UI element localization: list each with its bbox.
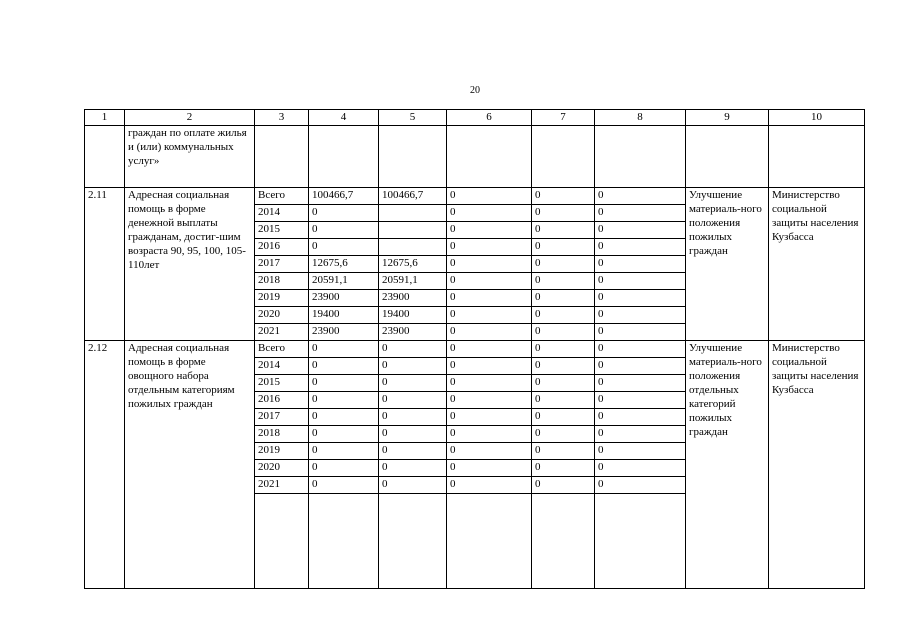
- year-cell: 2021: [255, 477, 309, 494]
- value-cell: 0: [532, 358, 595, 375]
- empty-cell: [447, 494, 532, 589]
- year-cell: 2019: [255, 290, 309, 307]
- value-cell: 0: [532, 341, 595, 358]
- year-cell: Всего: [255, 341, 309, 358]
- year-cell: Всего: [255, 188, 309, 205]
- year-cell: 2015: [255, 375, 309, 392]
- table-cell: [686, 126, 769, 188]
- value-cell: 100466,7: [379, 188, 447, 205]
- value-cell: 0: [595, 273, 686, 290]
- value-cell: 0: [379, 477, 447, 494]
- year-cell: 2016: [255, 392, 309, 409]
- value-cell: 0: [532, 443, 595, 460]
- column-header: 9: [686, 110, 769, 126]
- value-cell: 0: [309, 477, 379, 494]
- value-cell: 0: [379, 426, 447, 443]
- value-cell: 0: [379, 375, 447, 392]
- value-cell: 0: [532, 392, 595, 409]
- value-cell: 12675,6: [309, 256, 379, 273]
- item-number: 2.11: [85, 188, 125, 341]
- table-cell: [595, 126, 686, 188]
- continuation-row: [85, 126, 865, 188]
- year-cell: 2019: [255, 443, 309, 460]
- value-cell: 0: [595, 205, 686, 222]
- value-cell: 0: [447, 307, 532, 324]
- value-cell: 0: [447, 460, 532, 477]
- value-cell: 0: [532, 256, 595, 273]
- value-cell: 23900: [309, 290, 379, 307]
- value-cell: 19400: [309, 307, 379, 324]
- continuation-text: граждан по оплате жилья и (или) коммунальных услуг»: [125, 126, 255, 188]
- empty-cell: [309, 494, 379, 589]
- value-cell: 100466,7: [309, 188, 379, 205]
- table-cell: [769, 126, 865, 188]
- value-cell: 0: [447, 392, 532, 409]
- value-cell: 0: [595, 188, 686, 205]
- value-cell: 0: [595, 443, 686, 460]
- column-header: 2: [125, 110, 255, 126]
- item-result: Улучшение материаль-ного положения пожилых граждан: [686, 188, 769, 341]
- empty-cell: [595, 494, 686, 589]
- year-cell: 2020: [255, 307, 309, 324]
- empty-cell: [532, 494, 595, 589]
- value-cell: 0: [595, 426, 686, 443]
- table-row: [85, 341, 865, 358]
- value-cell: 0: [447, 205, 532, 222]
- value-cell: 0: [309, 392, 379, 409]
- value-cell: 0: [447, 341, 532, 358]
- empty-cell: [255, 494, 309, 589]
- table-cell: [255, 126, 309, 188]
- value-cell: 0: [379, 341, 447, 358]
- value-cell: 0: [447, 426, 532, 443]
- value-cell: 0: [309, 409, 379, 426]
- item-result: Улучшение материаль-ного положения отдельных категорий пожилых граждан: [686, 341, 769, 589]
- page-number: 20: [470, 85, 480, 96]
- value-cell: 23900: [309, 324, 379, 341]
- column-header: 5: [379, 110, 447, 126]
- value-cell: 0: [595, 239, 686, 256]
- table-cell: [379, 126, 447, 188]
- column-header: 7: [532, 110, 595, 126]
- value-cell: 0: [447, 239, 532, 256]
- value-cell: 0: [595, 307, 686, 324]
- value-cell: 0: [309, 239, 379, 256]
- table-cell: [532, 126, 595, 188]
- value-cell: 0: [595, 341, 686, 358]
- value-cell: 0: [447, 375, 532, 392]
- value-cell: 0: [379, 409, 447, 426]
- value-cell: 0: [595, 409, 686, 426]
- year-cell: 2018: [255, 426, 309, 443]
- value-cell: 0: [447, 477, 532, 494]
- value-cell: 0: [532, 290, 595, 307]
- table-row: [85, 188, 865, 205]
- table-cell: [85, 126, 125, 188]
- value-cell: 0: [595, 256, 686, 273]
- value-cell: 0: [309, 460, 379, 477]
- year-cell: 2017: [255, 409, 309, 426]
- program-table: [84, 109, 865, 589]
- value-cell: 19400: [379, 307, 447, 324]
- value-cell: 23900: [379, 290, 447, 307]
- value-cell: 0: [309, 358, 379, 375]
- value-cell: 0: [532, 273, 595, 290]
- value-cell: 0: [532, 426, 595, 443]
- value-cell: 0: [532, 324, 595, 341]
- value-cell: 20591,1: [309, 273, 379, 290]
- value-cell: 0: [532, 205, 595, 222]
- value-cell: 0: [309, 426, 379, 443]
- value-cell: 0: [309, 375, 379, 392]
- value-cell: 0: [532, 188, 595, 205]
- value-cell: 0: [447, 273, 532, 290]
- value-cell: 0: [379, 392, 447, 409]
- value-cell: 0: [309, 443, 379, 460]
- value-cell: 0: [532, 239, 595, 256]
- year-cell: 2014: [255, 205, 309, 222]
- item-number: 2.12: [85, 341, 125, 589]
- year-cell: 2018: [255, 273, 309, 290]
- year-cell: 2020: [255, 460, 309, 477]
- value-cell: 0: [595, 222, 686, 239]
- year-cell: 2021: [255, 324, 309, 341]
- value-cell: 0: [309, 222, 379, 239]
- value-cell: 0: [447, 409, 532, 426]
- column-header: 3: [255, 110, 309, 126]
- value-cell: 0: [595, 324, 686, 341]
- column-header: 1: [85, 110, 125, 126]
- value-cell: 0: [532, 409, 595, 426]
- column-header: 6: [447, 110, 532, 126]
- value-cell: 20591,1: [379, 273, 447, 290]
- value-cell: 12675,6: [379, 256, 447, 273]
- table-cell: [309, 126, 379, 188]
- column-header: 10: [769, 110, 865, 126]
- value-cell: 0: [447, 188, 532, 205]
- year-cell: 2016: [255, 239, 309, 256]
- value-cell: 0: [595, 460, 686, 477]
- value-cell: 0: [379, 460, 447, 477]
- value-cell: 0: [447, 443, 532, 460]
- year-cell: 2017: [255, 256, 309, 273]
- column-header: 8: [595, 110, 686, 126]
- value-cell: 0: [595, 358, 686, 375]
- value-cell: 0: [447, 358, 532, 375]
- value-cell: 0: [532, 477, 595, 494]
- value-cell: 0: [532, 222, 595, 239]
- value-cell: 0: [379, 358, 447, 375]
- value-cell: [379, 239, 447, 256]
- value-cell: 0: [447, 222, 532, 239]
- value-cell: 0: [595, 375, 686, 392]
- value-cell: 0: [447, 324, 532, 341]
- value-cell: [379, 205, 447, 222]
- value-cell: 0: [595, 477, 686, 494]
- value-cell: 0: [379, 443, 447, 460]
- value-cell: 0: [532, 307, 595, 324]
- item-executor: Министерство социальной защиты населения Кузбасса: [769, 341, 865, 589]
- column-numbers-row: [85, 110, 865, 126]
- value-cell: 0: [309, 205, 379, 222]
- value-cell: [379, 222, 447, 239]
- value-cell: 0: [595, 290, 686, 307]
- item-executor: Министерство социальной защиты населения Кузбасса: [769, 188, 865, 341]
- item-name: Адресная социальная помощь в форме овощного набора отдельным категориям пожилых граждан: [125, 341, 255, 589]
- value-cell: 0: [447, 256, 532, 273]
- value-cell: 23900: [379, 324, 447, 341]
- value-cell: 0: [309, 341, 379, 358]
- column-header: 4: [309, 110, 379, 126]
- value-cell: 0: [447, 290, 532, 307]
- table-cell: [447, 126, 532, 188]
- empty-cell: [379, 494, 447, 589]
- value-cell: 0: [532, 460, 595, 477]
- value-cell: 0: [595, 392, 686, 409]
- year-cell: 2014: [255, 358, 309, 375]
- year-cell: 2015: [255, 222, 309, 239]
- value-cell: 0: [532, 375, 595, 392]
- item-name: Адресная социальная помощь в форме денежной выплаты гражданам, достиг-шим возраста 90, 95, 100, 105-110лет: [125, 188, 255, 341]
